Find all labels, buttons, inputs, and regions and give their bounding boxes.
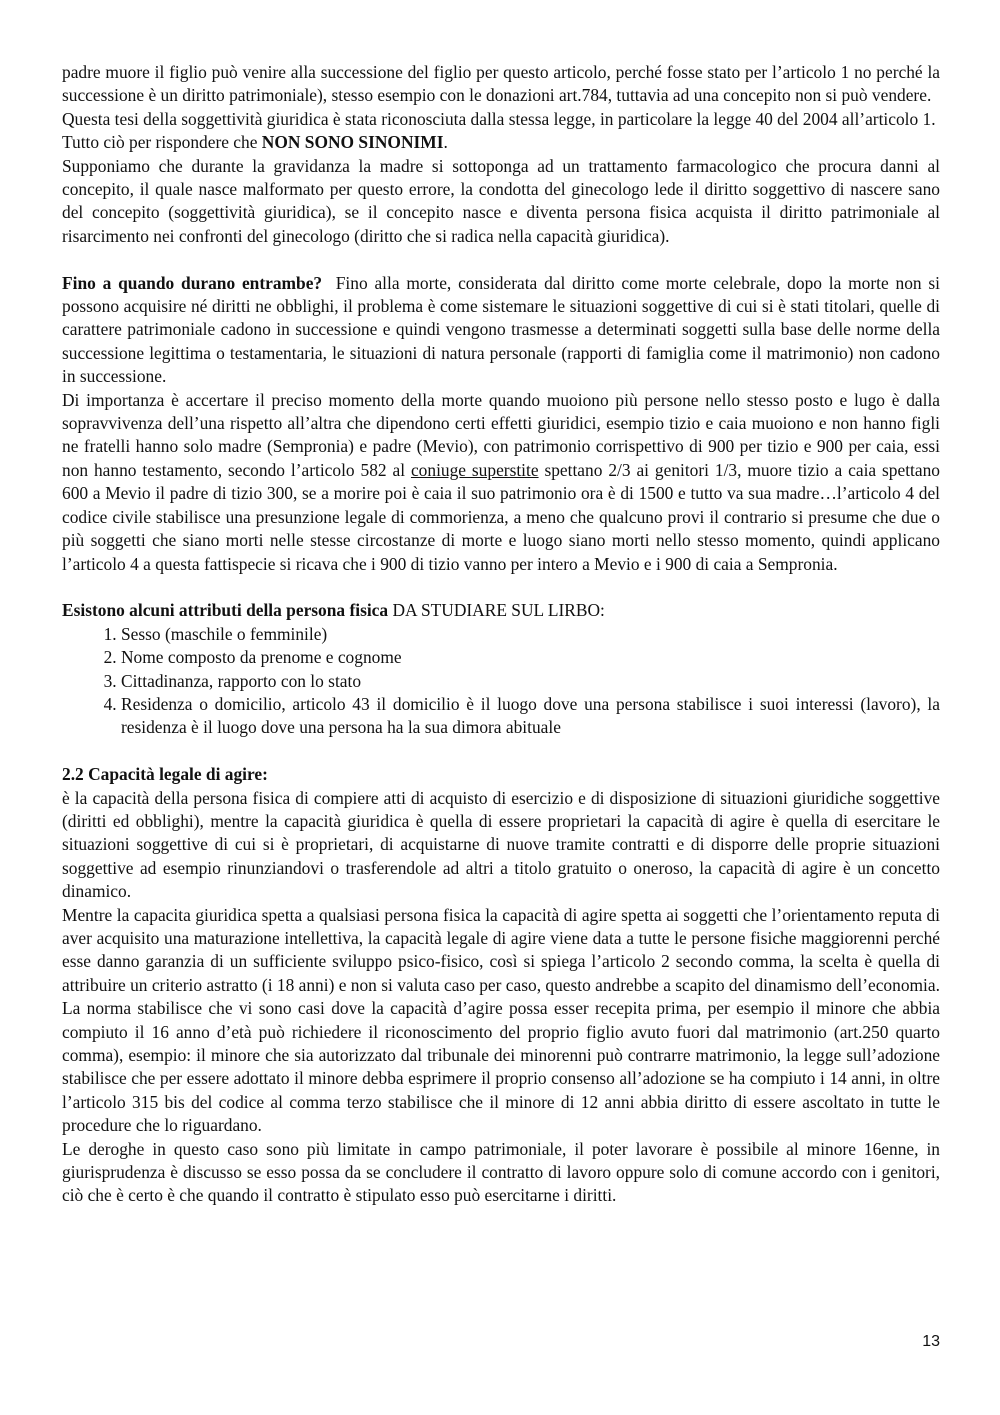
paragraph: Questa tesi della soggettività giuridica è stata riconosciuta dalla stessa legge, in particolare la legge 40 del 2004 all’articolo 1. [62,108,936,129]
bold-text: NON SONO SINONIMI [261,132,444,153]
paragraph: La norma stabilisce che vi sono casi dove la capacità d’agire possa esser recepita prima, per esempio il minore che abbia compiuto il 16 anno d’età può richiedere il riconoscimento del proprio figlio avuto fuori dal matrimonio (art.250 quarto comma), esempio: il minore che sia autorizzato dal tribunale dei minorenni può contrarre matrimonio, la legge sull’adozione stabilisce che per essere adottato il minore debba esprimere il proprio consenso all’adozione se ha compiuto i 14 anni, in oltre l’articolo 315 bis del codice al comma terzo stabilisce che il minore di 12 anni abbia diritto di essere ascoltato in tutte le procedure che lo riguardano. [62,998,940,1136]
document-page [62,61,945,1208]
text-run: Fino alla morte, considerata dal diritto come morte celebrale, dopo la morte non si possono acquisire né diritti ne obblighi, il problema è come sistemare le situazioni soggettive di cui si è stati titolari, quelle di carattere patrimoniale cadono in successione e quindi vengono trasmesse a determinati soggetti sulla base delle norme della successione legittima o testamentaria, le situazioni di natura personale (rapporti di famiglia come il matrimonio) non cadono in successione. [62,272,945,387]
page-number: 13 [922,1333,940,1350]
section-title: 2.2 Capacità legale di agire: [62,764,268,785]
bold-text: Esistono alcuni attributi della persona fisica [62,600,389,621]
spacer [62,740,940,763]
list-item: 3. Cittadinanza, rapporto con lo stato [121,670,940,693]
paragraph [62,272,945,389]
spacer [62,248,940,271]
list-item: 1. Sesso (maschile o femminile) [121,623,940,646]
underlined-text: coniuge superstite [410,459,539,480]
text-run: DA STUDIARE SUL LIRBO: [388,600,605,621]
paragraph: Le deroghe in questo caso sono più limitate in campo patrimoniale, il poter lavorare è possibile al minore 16enne, in giurisprudenza è discusso se esso possa da se concludere il contratto di lavoro oppure solo di comune accordo con i genitori, ciò che è certo è che quando il contratto è stipulato esso può esercitarne i diritti. [62,1138,940,1206]
spacer [62,576,940,599]
text-run: Tutto ciò per rispondere che [62,132,262,153]
paragraph: padre muore il figlio può venire alla successione del figlio per questo articolo, perché fosse stato per l’articolo 1 no perché la successione è un diritto patrimoniale), stesso esempio con le donazioni art.784, tuttavia ad una concepito non si può vendere. [62,62,940,106]
text-run: Di importanza è accertare il preciso momento della morte quando muoiono più persone nello stesso posto e lugo è dalla sopravvivenza dell’una rispetto all’altra che dipendono certi effetti giuridici, esempio tizio e caia muoiono e non hanno figli ne fratelli hanno solo madre (Sempronia) e padre (Mevio), con patrimonio corrispettivo di 900 per tizio e 900 per caia, essi non hanno testamento, secondo l’articolo 582 al [62,389,940,480]
text-run: . [443,132,448,153]
list-item: 2. Nome composto da prenome e cognome [121,646,940,669]
attributes-heading [62,599,940,622]
paragraph [62,389,940,576]
attributes-list [62,623,940,740]
paragraph: è la capacità della persona fisica di compiere atti di acquisto di esercizio e di disposizione di situazioni giuridiche soggettive (diritti ed obblighi), mentre la capacità giuridica è quella di essere proprietari la capacità di agire è quella di esercitare le situazioni soggettive di cui si è proprietari, di acquistarne di nuove tramite contratti e di disporre delle proprie situazioni soggettive ad esempio rinunziandovi o trasferendole ad altri a titolo gratuito o oneroso, la capacità di agire è un concetto dinamico. [62,787,940,902]
paragraph [62,131,940,154]
inline-heading: Fino a quando durano entrambe? [62,272,323,293]
paragraph: Supponiamo che durante la gravidanza la madre si sottoponga ad un trattamento farmacologico che procura danni al concepito, il quale nasce malformato per questo errore, la condotta del ginecologo lede il diritto soggettivo di nascere sano del concepito (soggettività giuridica), se il concepito nasce e diventa persona fisica acquista il diritto patrimoniale al risarcimento nei confronti del ginecologo (diritto che si radica nella capacità giuridica). [62,155,940,246]
list-item: 4. Residenza o domicilio, articolo 43 il domicilio è il luogo dove una persona stabilisce i suoi interessi (lavoro), la residenza è il luogo dove una persona ha la sua dimora abituale [121,693,940,740]
paragraph: Mentre la capacita giuridica spetta a qualsiasi persona fisica la capacità di agire spetta ai soggetti che l’orientamento reputa di aver acquisito una maturazione intellettiva, la capacità legale di agire viene data a tutte le persone fisiche maggiorenni perché esse danno garanzia di un sufficiente sviluppo psico-fisico, così si spiega l’articolo 2 secondo comma, la scelta è quella di attribuire un criterio astratto (i 18 anni) e non si valuta caso per caso, questo andrebbe a scapito del dinamismo dell’economia. [62,904,940,995]
text-run: spettano 2/3 ai genitori 1/3, muore tizio a caia spettano 600 a Mevio il padre di tizio 300, se a morire poi è caia il suo patrimonio ora è di 1500 e tutto va sua madre…l’articolo 4 del codice civile stabilisce una presunzione legale di commorienza, a meno che qualcuno provi il contrario si presume che due o più soggetti che siano morti nelle stesse circostanze di morte e luogo siano morti nello stesso momento, quindi applicano l’articolo 4 a questa fattispecie si ricava che i 900 di tizio vanno per intero a Mevio e i 900 di caia a Sempronia. [62,459,940,574]
